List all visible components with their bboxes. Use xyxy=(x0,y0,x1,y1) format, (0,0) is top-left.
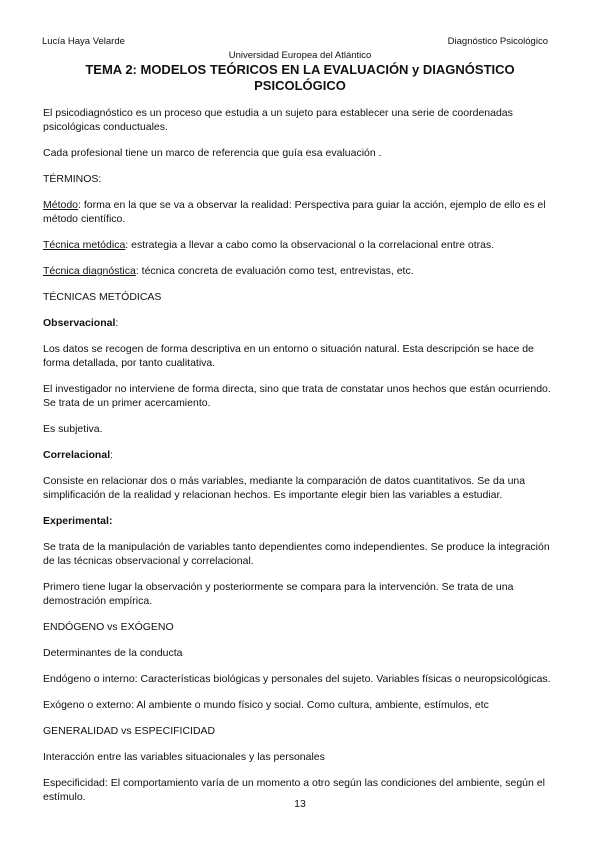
paragraph: Interacción entre las variables situacionales y las personales xyxy=(43,751,325,763)
header-author: Lucía Haya Velarde xyxy=(42,36,125,47)
paragraph: Los datos se recogen de forma descriptiva en un entorno o situación natural. Esta descripción se hace de forma detallada, por tanto cualitativa. xyxy=(43,343,534,369)
term-tecnica-diagnostica xyxy=(43,264,555,278)
paragraph: Consiste en relacionar dos o más variables, mediante la comparación de datos cuantitativos. Se da una simplificación de la realidad y relacionan hechos. Es importante elegir bien las variables a estudiar. xyxy=(43,475,526,501)
term-definition: : forma en la que se va a observar la realidad: Perspectiva para guiar la acción, ejemplo de ello es el método científico. xyxy=(43,199,546,225)
subheading-experimental: Experimental: xyxy=(43,515,113,527)
paragraph: El investigador no interviene de forma directa, sino que trata de constatar unos hechos que están ocurriendo. Se trata de un primer acercamiento. xyxy=(43,383,551,409)
paragraph: El psicodiagnóstico es un proceso que estudia a un sujeto para establecer una serie de coordenadas psicológicas conductuales. xyxy=(43,107,513,133)
paragraph: Endógeno o interno: Características biológicas y personales del sujeto. Variables físicas o neuropsicológicas. xyxy=(43,673,551,685)
paragraph: Cada profesional tiene un marco de referencia que guía esa evaluación . xyxy=(43,147,382,159)
term-label: Técnica metódica xyxy=(43,239,126,251)
term-metodo xyxy=(43,198,555,226)
term-label: Técnica diagnóstica xyxy=(43,265,136,277)
page-title: TEMA 2: MODELOS TEÓRICOS EN LA EVALUACIÓN y DIAGNÓSTICO PSICOLÓGICO xyxy=(85,62,515,93)
paragraph: Primero tiene lugar la observación y posteriormente se compara para la intervención. Se trata de una demostración empírica. xyxy=(43,581,514,607)
subheading-correlacional: Correlacional: xyxy=(43,449,114,461)
document-body xyxy=(43,106,555,816)
section-heading: ENDÓGENO vs EXÓGENO xyxy=(43,621,174,633)
paragraph: Exógeno o externo: Al ambiente o mundo físico y social. Como cultura, ambiente, estímulos, etc xyxy=(43,699,489,711)
header-university: Universidad Europea del Atlántico xyxy=(228,50,372,61)
paragraph: Especificidad: El comportamiento varía de un momento a otro según las condiciones del ambiente, según el estímulo. xyxy=(43,777,545,803)
paragraph: Se trata de la manipulación de variables tanto dependientes como independientes. Se produce la integración de las técnicas observacional y correlacional. xyxy=(43,541,550,567)
section-heading: TÉCNICAS METÓDICAS xyxy=(43,291,162,303)
term-label: Método xyxy=(43,199,79,211)
page-number: 13 xyxy=(294,798,306,810)
section-heading: GENERALIDAD vs ESPECIFICIDAD xyxy=(43,725,216,737)
section-heading: TÉRMINOS: xyxy=(43,173,102,185)
subheading-observacional: Observacional: xyxy=(43,317,119,329)
term-tecnica-metodica xyxy=(43,238,555,252)
header-subject: Diagnóstico Psicológico xyxy=(447,36,548,47)
paragraph: Determinantes de la conducta xyxy=(43,647,183,659)
term-definition: : estrategia a llevar a cabo como la observacional o la correlacional entre otras. xyxy=(125,239,495,251)
term-definition: : técnica concreta de evaluación como test, entrevistas, etc. xyxy=(135,265,414,277)
paragraph: Es subjetiva. xyxy=(43,423,103,435)
